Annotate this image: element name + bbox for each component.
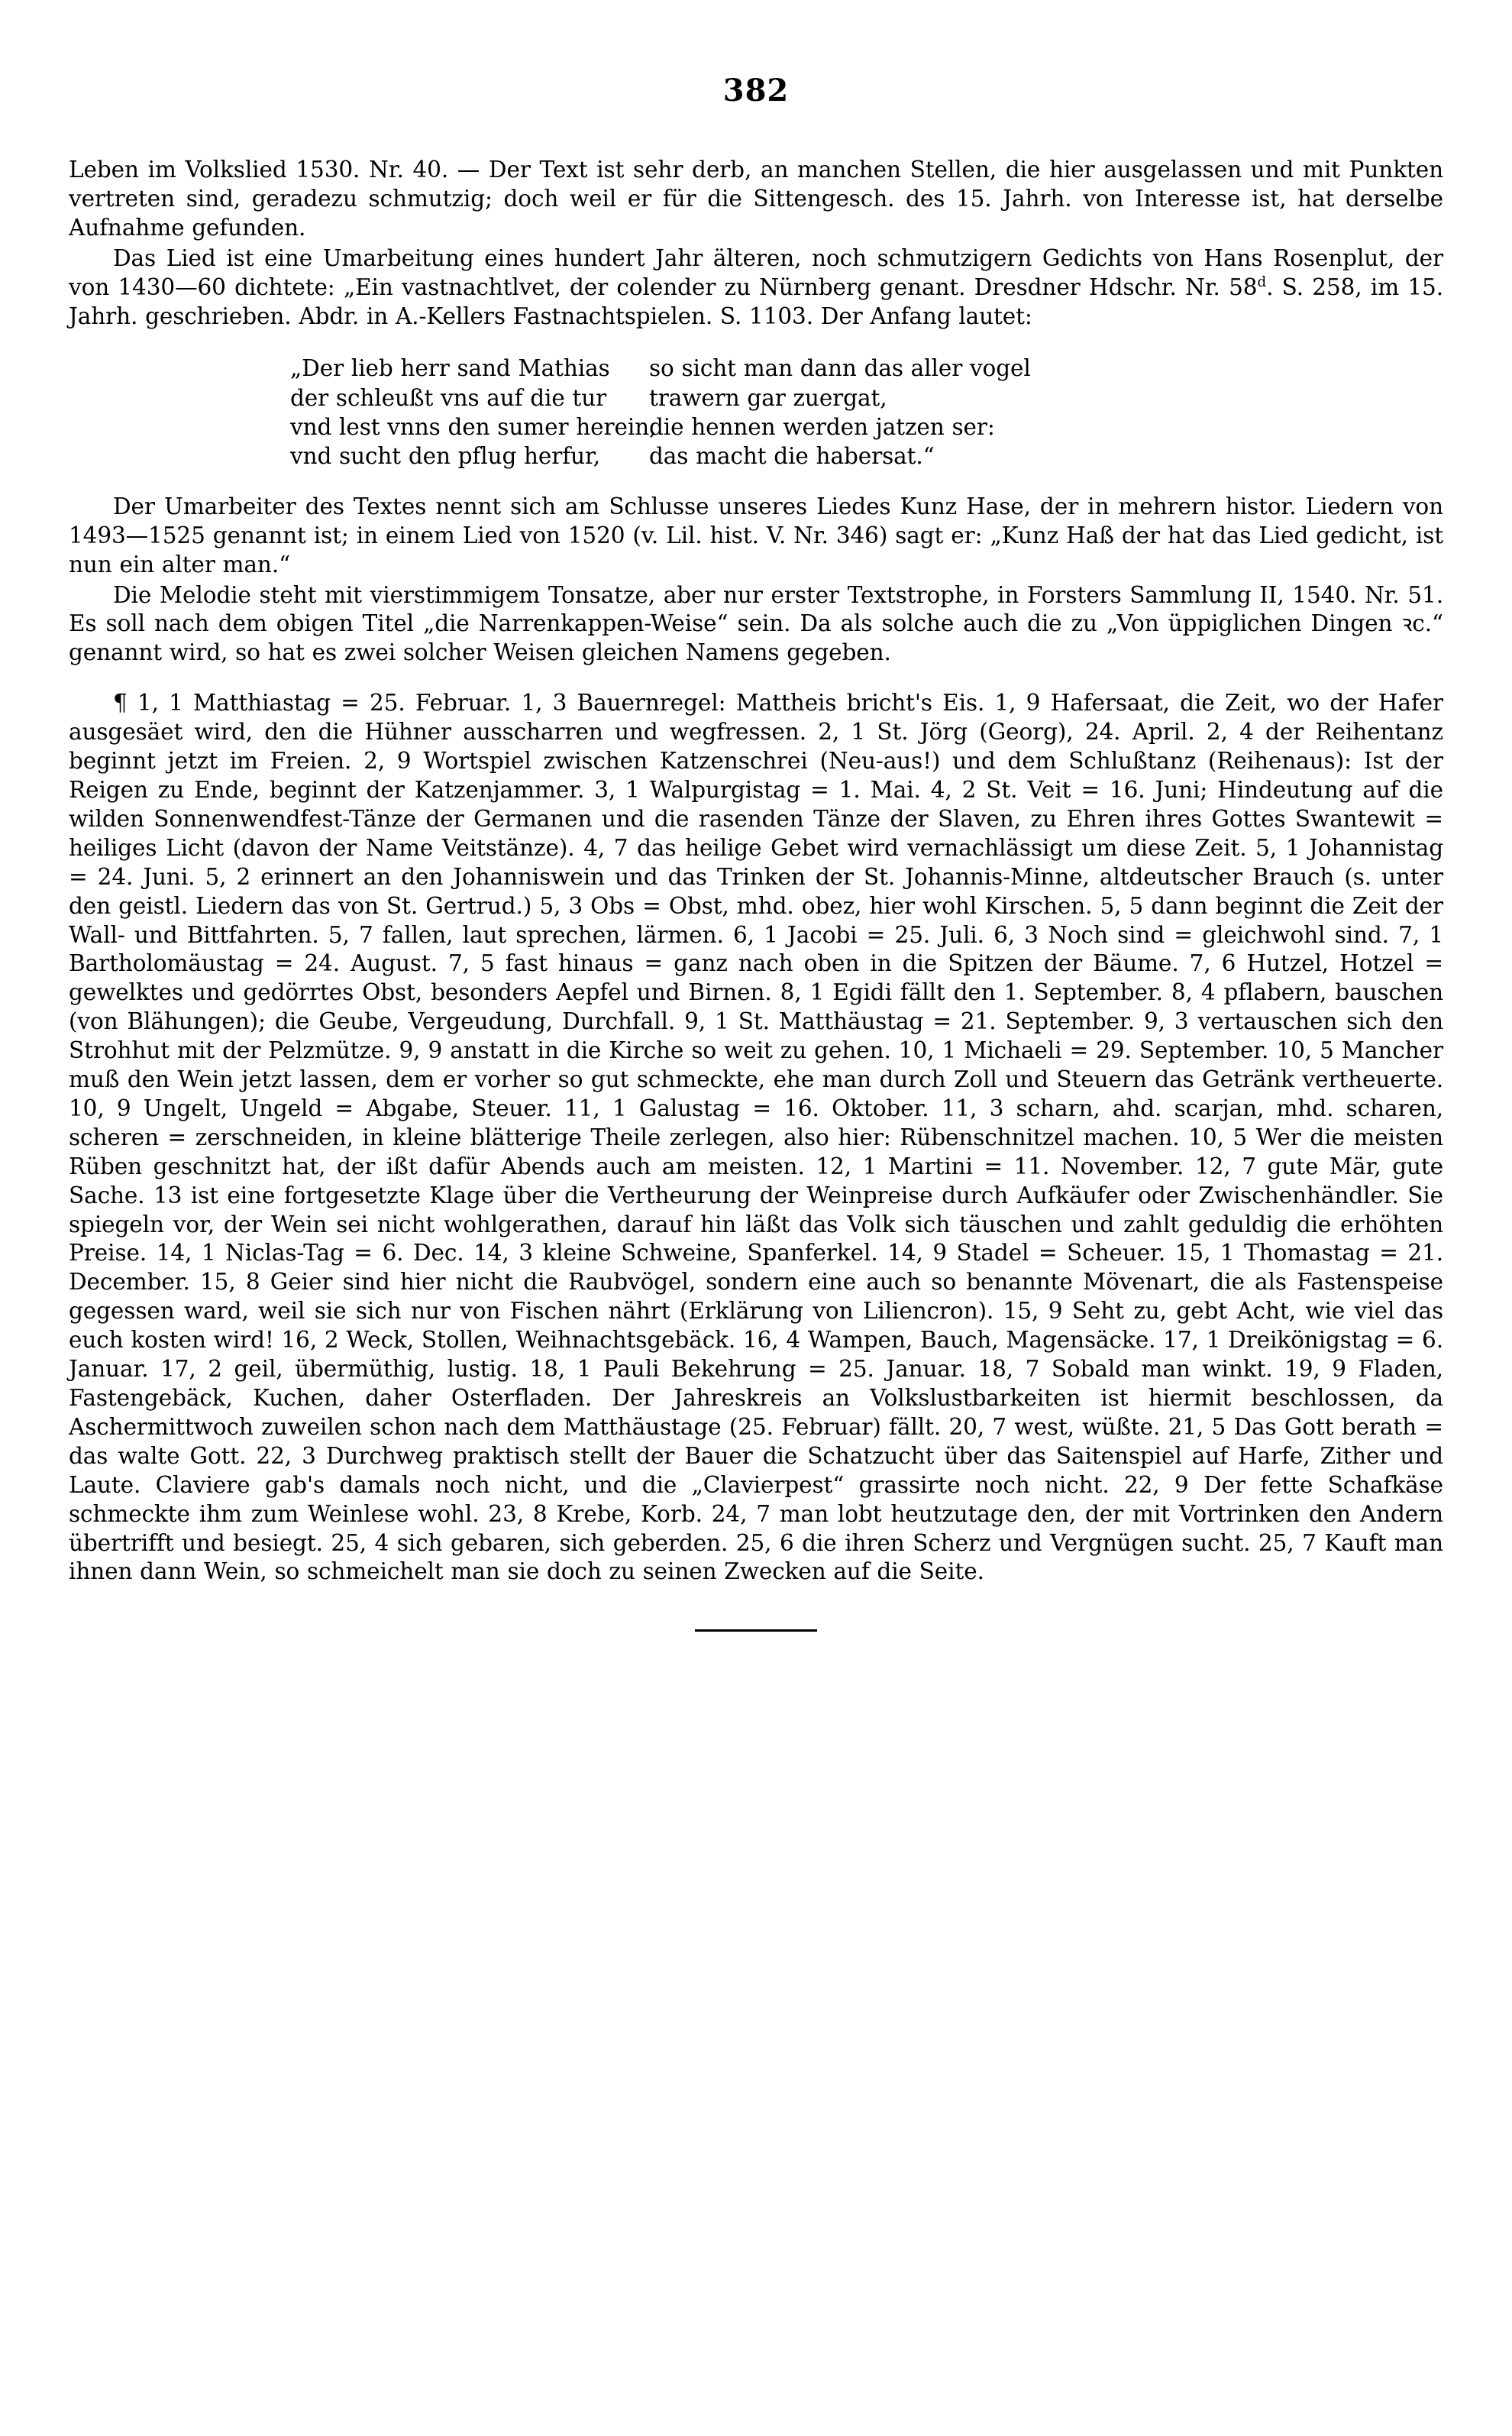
paragraph-notes: ¶ 1, 1 Matthiastag = 25. Februar. 1, 3 Bauernregel: Mattheis bricht's Eis. 1, 9 Hafersaat, die Zeit, wo der Hafer ausgesäet wird, den die Hühner ausscharren und wegfressen. 2, 1 St. Jörg (Georg), 24. April. 2, 4 der Reihentanz beginnt jetzt im Freien. 2, 9 Wortspiel zwischen Katzenschrei (Neu-aus!) und dem Schlußtanz (Reihenaus): Ist der Reigen zu Ende, beginnt der Katzenjammer. 3, 1 Walpurgistag = 1. Mai. 4, 2 St. Veit = 16. Juni; Hindeutung auf die wilden Sonnenwendfest-Tänze der Germanen und die rasenden Tänze der Slaven, zu Ehren ihres Gottes Swantewit = heiliges Licht (davon der Name Veitstänze). 4, 7 das heilige Gebet wird vernachlässigt um diese Zeit. 5, 1 Johannistag = 24. Juni. 5, 2 erinnert an den Johanniswein und das Trinken der St. Johannis-Minne, altdeutscher Brauch (s. unter den geistl. Liedern das von St. Gertrud.) 5, 3 Obs = Obst, mhd. obez, hier wohl Kirschen. 5, 5 dann beginnt die Zeit der Wall- und Bittfahrten. 5, 7 fallen, laut sprechen, lärmen. 6, 1 Jacobi = 25. Juli. 6, 3 Noch sind = gleichwohl sind. 7, 1 Bartholomäustag = 24. August. 7, 5 fast hinaus = ganz nach oben in die Spitzen der Bäume. 7, 6 Hutzel, Hotzel = gewelktes und gedörrtes Obst, besonders Aepfel und Birnen. 8, 1 Egidi fällt den 1. September. 8, 4 pflabern, bauschen (von Blähungen); die Geube, Vergeudung, Durchfall. 9, 1 St. Matthäustag = 21. September. 9, 3 vertauschen sich den Strohhut mit der Pelzmütze. 9, 9 anstatt in die Kirche so weit zu gehen. 10, 1 Michaeli = 29. September. 10, 5 Mancher muß den Wein jetzt lassen, dem er vorher so gut schmeckte, ehe man durch Zoll und Steuern das Getränk vertheuerte. 10, 9 Ungelt, Ungeld = Abgabe, Steuer. 11, 1 Galustag = 16. Oktober. 11, 3 scharn, ahd. scarjan, mhd. scharen, scheren = zerschneiden, in kleine blätterige Theile zerlegen, also hier: Rübenschnitzel machen. 10, 5 Wer die meisten Rüben geschnitzt hat, der ißt dafür Abends auch am meisten. 12, 1 Martini = 11. November. 12, 7 gute Mär, gute Sache. 13 ist eine fortgesetzte Klage über die Vertheurung der Weinpreise durch Aufkäufer oder Zwischenhändler. Sie spiegeln vor, der Wein sei nicht wohlgerathen, darauf hin läßt das Volk sich täuschen und zahlt geduldig die erhöhten Preise. 14, 1 Niclas-Tag = 6. Dec. 14, 3 kleine Schweine, Spanferkel. 14, 9 Stadel = Scheuer. 15, 1 Thomastag = 21. December. 15, 8 Geier sind hier nicht die Raubvögel, sondern eine auch so benannte Mövenart, die als Fastenspeise gegessen ward, weil sie sich nur von Fischen nährt (Erklärung von Liliencron). 15, 9 Seht zu, gebt Acht, wie viel das euch kosten wird! 16, 2 Weck, Stollen, Weihnachtsgebäck. 16, 4 Wampen, Bauch, Magensäcke. 17, 1 Dreikönigstag = 6. Januar. 17, 2 geil, übermüthig, lustig. 18, 1 Pauli Bekehrung = 25. Januar. 18, 7 Sobald man winkt. 19, 9 Fladen, Fastengebäck, Kuchen, daher Osterfladen. Der Jahreskreis an Volkslustbarkeiten ist hiermit beschlossen, da Aschermittwoch zuweilen schon nach dem Matthäustage (25. Februar) fällt. 20, 7 west, wüßte. 21, 5 Das Gott berath = das walte Gott. 22, 3 Durchweg praktisch stellt der Bauer die Schatzucht über das Saitenspiel auf Harfe, Zither und Laute. Claviere gab's damals noch nicht, und die „Clavierpest“ grassirte noch nicht. 22, 9 Der fette Schafkäse schmeckte ihm zum Weinlese wohl. 23, 8 Krebe, Korb. 24, 7 man lobt heutzutage den, der mit Vortrinken den Andern übertrifft und besiegt. 25, 4 sich gebaren, sich geberden. 25, 6 die ihren Scherz und Vergnügen sucht. 25, 7 Kauft man ihnen dann Wein, so schmeichelt man sie doch zu seinen Zwecken auf die Seite. xyxy=(69,690,1443,1585)
document-body xyxy=(69,156,1443,1587)
paragraph-1: Leben im Volkslied 1530. Nr. 40. — Der Text ist sehr derb, an manchen Stellen, die hier ausgelassen und mit Punkten vertreten sind, geradezu schmutzig; doch weil er für die Sittengesch. des 15. Jahrh. von Interesse ist, hat derselbe Aufnahme gefunden. xyxy=(69,157,1443,241)
paragraph-2 xyxy=(69,244,1443,332)
paragraph-2-part-b: . S. 258, im 15. Jahrh. geschrieben. Abdr. in A.-Kellers Fastnachtspielen. S. 1103. Der Anfang lautet: xyxy=(69,273,1443,329)
verse-line: vnd lest vnns den sumer herein, xyxy=(290,414,657,441)
paragraph-4: Die Melodie steht mit vierstimmigem Tonsatze, aber nur erster Textstrophe, in Forsters Sammlung II, 1540. Nr. 51. Es soll nach dem obigen Titel „die Narrenkappen-Weise“ sein. Da als solche auch die zu „Von üppiglichen Dingen ꝛc.“ genannt wird, so hat es zwei solcher Weisen gleichen Namens gegeben. xyxy=(69,581,1443,666)
section-spacer xyxy=(69,669,1443,689)
verse-line: so sicht man dann das aller vogel xyxy=(649,355,1031,382)
verse-line: „Der lieb herr sand Mathias xyxy=(290,355,610,382)
verse-column-left xyxy=(290,354,657,471)
verse-line: das macht die habersat.“ xyxy=(649,443,935,470)
footer-divider xyxy=(695,1629,817,1632)
verse-line: der schleußt vns auf die tur xyxy=(290,384,607,411)
verse-line: die hennen werden jatzen ser: xyxy=(649,414,995,441)
paragraph-2-superscript: d xyxy=(1257,273,1267,290)
page-number: 382 xyxy=(722,73,790,108)
verse-quotation xyxy=(69,354,1443,471)
paragraph-3: Der Umarbeiter des Textes nennt sich am Schlusse unseres Liedes Kunz Hase, der in mehrern histor. Liedern von 1493—1525 genannt ist; in einem Lied von 1520 (v. Lil. hist. V. Nr. 346) sagt er: „Kunz Haß der hat das Lied gedicht, ist nun ein alter man.“ xyxy=(69,493,1443,577)
verse-column-right xyxy=(649,354,1077,471)
paragraph-2-part-a: Das Lied ist eine Umarbeitung eines hundert Jahr älteren, noch schmutzigern Gedichts von Hans Rosenplut, der von 1430—60 dichtete: „Ein vastnachtlvet, der colender zu Nürnberg genant. Dresdner Hdschr. Nr. 58 xyxy=(69,244,1443,300)
verse-line: vnd sucht den pflug herfur, xyxy=(290,443,601,470)
verse-line: trawern gar zuergat, xyxy=(649,384,887,411)
